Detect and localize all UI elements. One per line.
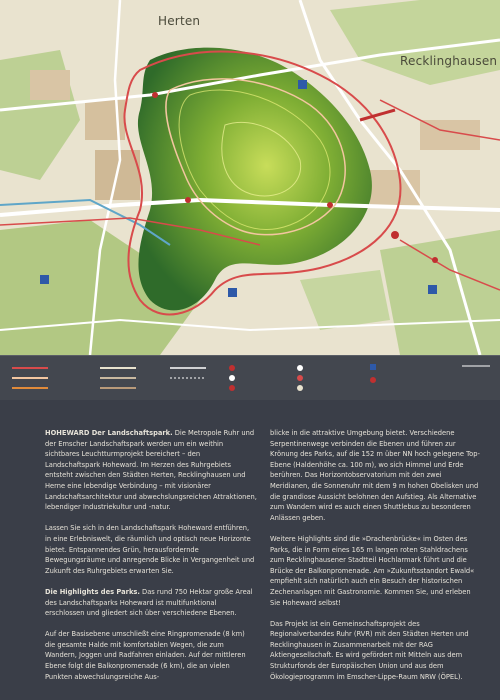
paragraph: Das Projekt ist ein Gemeinschaftsprojekt des Regionalverbandes Ruhr (RVR) mit den Städten Herten und Recklinghausen in Zusammenarbeit mit der RAG Aktiengesellschaft. Es wird gefördert mit Mitteln aus dem Strukturfonds der Europäischen Union und aus dem Ökologieprogramm im Emscher-Lippe-Raum NRW (ÖPEL). — [270, 619, 469, 681]
point-marker — [432, 257, 438, 263]
legend-swatch — [229, 365, 235, 371]
legend-swatch — [297, 385, 303, 391]
point-marker — [391, 231, 399, 239]
point-marker — [152, 92, 158, 98]
description-text — [0, 400, 500, 700]
paragraph: Auf der Basisebene umschließt eine Ringpromenade (8 km) die gesamte Halde mit komfortablen Wegen, die zum Wandern, Joggen und Radfahren einladen. Auf der mittleren Ebene folgt die Balkonpromenade (6 km), die an vielen Punkten abwechslungsreiche Aus- — [45, 630, 246, 681]
map-legend — [0, 355, 500, 401]
paragraph: Lassen Sie sich in den Landschaftspark Hoheward entführen, in eine Erlebniswelt, die räumlich und optisch neue Horizonte bietet. Entspannendes Grün, herausfordernde Bewegungsräume und anregende Blicke in Vergangenheit und Zukunft des Ruhrgebiets erwarten Sie. — [45, 524, 255, 575]
paragraph: blicke in die attraktive Umgebung bietet. Verschiedene Serpentinenwege verbinden die Ebenen und führen zur Krönung des Parks, auf die 152 m über NN hoch gelegene Top-Ebene (Haldenhöhe ca. 100 m), wo sich Himmel und Erde berühren. Das Horizontobservatorium mit den zwei Meridianen, die Sonnenuhr mit dem 9 m hohen Obelisken und die grandiose Aussicht belohnen den Aufstieg. Als Alternative zum Wandern wird es auch einen Shuttlebus zu besonderen Anlässen geben. — [270, 429, 480, 522]
text-column-left — [45, 428, 257, 693]
legend-swatch — [297, 375, 303, 381]
parking-marker — [228, 288, 237, 297]
legend-swatch — [229, 375, 235, 381]
city-label-herten: Herten — [158, 14, 201, 28]
building-block — [30, 70, 70, 100]
paragraph: Die Highlights des Parks. Das rund 750 Hektar große Areal des Landschaftsparks Hoheward ist multifunktional erschlossen und gliedert sich über verschiedene Ebenen. — [45, 587, 253, 618]
point-marker — [327, 202, 333, 208]
parking-marker — [40, 275, 49, 284]
city-label-recklinghausen: Recklinghausen — [400, 54, 498, 68]
paragraph: Weitere Highlights sind die »Drachenbrücke« im Osten des Parks, die in Form eines 165 m langen roten Stahldrachens zum Recklinghausener Stadtteil Hochlarmark führt und die Brücke der Balkonpromenade. Am »Zukunftsstandort Ewald« empfiehlt sich natürlich auch ein Besuch der historischen Zechenanlagen mit Gastronomie. Kommen Sie, und erleben Sie Hoheward selbst! — [270, 534, 475, 607]
legend-swatch — [229, 385, 235, 391]
legend-swatch — [297, 365, 303, 371]
legend-swatch — [370, 377, 376, 383]
parking-marker — [428, 285, 437, 294]
legend-graphic — [0, 356, 500, 401]
green-area — [380, 230, 500, 355]
paragraph: HOHEWARD Der Landschaftspark. Die Metropole Ruhr und der Emscher Landschaftspark werden um ein weithin sichtbares Leuchtturmprojekt bereichert – den Landschaftspark Hoheward. Im Herzen des Ruhrgebiets entsteht zwischen den Städten Herten, Recklinghausen und Herne eine lebendige Verbindung – mit visionärer Landschaftsarchitektur und abwechslungsreichen Attraktionen, lebendiger Industriekultur und -natur. — [45, 429, 257, 512]
legend-swatch — [370, 364, 376, 370]
parking-marker — [298, 80, 307, 89]
text-column-right — [270, 428, 482, 693]
point-marker — [185, 197, 191, 203]
